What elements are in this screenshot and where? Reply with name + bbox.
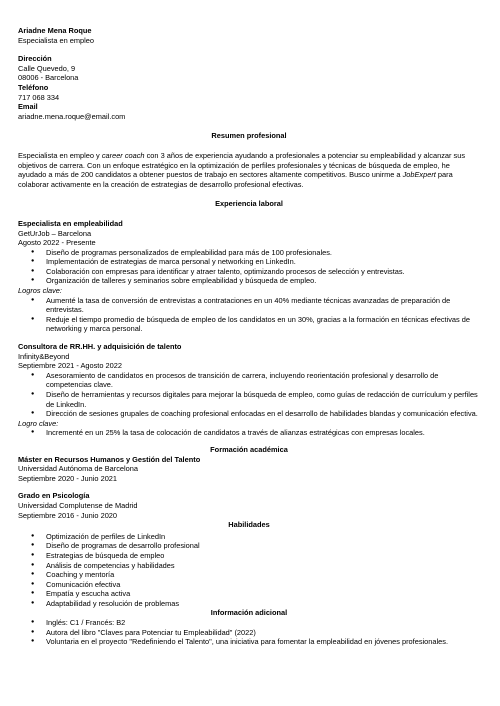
list-item: ● Incrementé en un 25% la tasa de colocación de candidatos a través de alianzas estratégicas con empresas locales. <box>18 428 480 438</box>
job-task-list <box>18 248 480 286</box>
list-item: ● Inglés: C1 / Francés: B2 <box>18 618 480 628</box>
job-dates: Septiembre 2021 - Agosto 2022 <box>18 361 122 371</box>
list-item: ● Estrategias de búsqueda de empleo <box>18 551 480 561</box>
job-company: Infinity&Beyond <box>18 351 70 361</box>
additional-title: Información adicional <box>210 608 288 618</box>
achievements-label: Logros clave: <box>18 286 62 296</box>
list-item: ● Diseño de herramientas y recursos digitales para mejorar la búsqueda de empleo, como guías de redacción de currículum y perfiles de LinkedIn. <box>18 390 480 409</box>
job-entry <box>18 219 480 334</box>
skills-list <box>18 532 480 609</box>
address-line1: Calle Quevedo, 9 <box>18 63 76 73</box>
summary-title: Resumen profesional <box>211 131 287 141</box>
list-item: ● Diseño de programas personalizados de empleabilidad para más de 100 profesionales. <box>18 248 480 258</box>
summary-emphasis-1: career coach <box>101 150 145 160</box>
education-dates: Septiembre 2020 - Junio 2021 <box>18 473 118 483</box>
candidate-name: Ariadne Mena Roque <box>18 26 92 35</box>
experience-title: Experiencia laboral <box>215 199 283 209</box>
list-item: ● Empatía y escucha activa <box>18 589 480 599</box>
job-dates: Agosto 2022 - Presente <box>18 238 96 248</box>
education-degree: Grado en Psicología <box>18 491 90 501</box>
list-item: ● Optimización de perfiles de LinkedIn <box>18 532 480 542</box>
summary-emphasis-2: JobExpert <box>402 170 436 180</box>
list-item: ● Adaptabilidad y resolución de problemas <box>18 599 480 609</box>
education-title: Formación académica <box>210 444 288 454</box>
list-item: ● Organización de talleres y seminarios sobre empleabilidad y búsqueda de empleo. <box>18 276 480 286</box>
job-position: Consultora de RR.HH. y adquisición de talento <box>18 342 182 352</box>
achievements-label: Logro clave: <box>18 418 59 428</box>
education-school: Universidad Complutense de Madrid <box>18 500 138 510</box>
email-label: Email <box>18 102 38 112</box>
education-entry <box>18 491 480 520</box>
list-item: ● Aumenté la tasa de conversión de entrevistas a contrataciones en un 40% mediante técnicas avanzadas de preparación de entrevistas. <box>18 296 480 315</box>
skills-title: Habilidades <box>228 520 270 530</box>
summary-text-2: con 3 años de experiencia ayudando a profesionales a potenciar su empleabilidad y alcanzar sus objetivos de carrera. Con un enfoque estratégico en la optimización de perfiles profesionales y técnicas de búsqueda de empleo, he ayudado a más de 200 candidatos a obtener puestos de trabajo en sectores altamente competitivos. Busco unirme a <box>18 150 466 180</box>
summary-text-1: Especialista en empleo y <box>18 150 102 160</box>
job-company: GetUrJob – Barcelona <box>18 228 92 238</box>
candidate-role: Especialista en empleo <box>18 35 95 45</box>
list-item: ● Análisis de competencias y habilidades <box>18 561 480 571</box>
job-achievement-list <box>18 296 480 334</box>
phone-label: Teléfono <box>18 82 49 92</box>
list-item: ● Coaching y mentoría <box>18 570 480 580</box>
education-entry <box>18 455 480 484</box>
list-item: ● Diseño de programas de desarrollo profesional <box>18 541 480 551</box>
contact-header <box>18 26 480 121</box>
list-item: ● Dirección de sesiones grupales de coaching profesional enfocadas en el desarrollo de habilidades blandas y comunicación efectiva. <box>18 409 480 419</box>
summary-text-3: para colaborar activamente en la creación de estrategias de desarrollo profesional efectivas. <box>18 170 453 189</box>
education-school: Universidad Autónoma de Barcelona <box>18 464 138 474</box>
job-position: Especialista en empleabilidad <box>18 218 123 228</box>
list-item: ● Asesoramiento de candidatos en procesos de transición de carrera, incluyendo reorientación profesional y desarrollo de competencias clave. <box>18 371 480 390</box>
summary-paragraph <box>18 151 480 189</box>
address-label: Dirección <box>18 54 52 64</box>
additional-list <box>18 618 480 647</box>
job-entry <box>18 342 480 438</box>
list-item: ● Voluntaria en el proyecto "Redefiniendo el Talento", una iniciativa para fomentar la empleabilidad en jóvenes profesionales. <box>18 637 480 647</box>
job-achievement-list <box>18 428 480 438</box>
education-dates: Septiembre 2016 - Junio 2020 <box>18 510 118 520</box>
list-item: ● Implementación de estrategias de marca personal y networking en LinkedIn. <box>18 257 480 267</box>
email-value: ariadne.mena.roque@email.com <box>18 111 126 121</box>
job-task-list <box>18 371 480 419</box>
list-item: ● Colaboración con empresas para identificar y atraer talento, optimizando procesos de selección y entrevistas. <box>18 267 480 277</box>
list-item: ● Autora del libro "Claves para Potenciar tu Empleabilidad" (2022) <box>18 628 480 638</box>
education-degree: Máster en Recursos Humanos y Gestión del Talento <box>18 454 201 464</box>
phone-value: 717 068 334 <box>18 92 60 102</box>
list-item: ● Comunicación efectiva <box>18 580 480 590</box>
address-line2: 08006 - Barcelona <box>18 73 79 83</box>
list-item: ● Reduje el tiempo promedio de búsqueda de empleo de los candidatos en un 30%, gracias a la formación en técnicas efectivas de networking y marca personal. <box>18 315 480 334</box>
